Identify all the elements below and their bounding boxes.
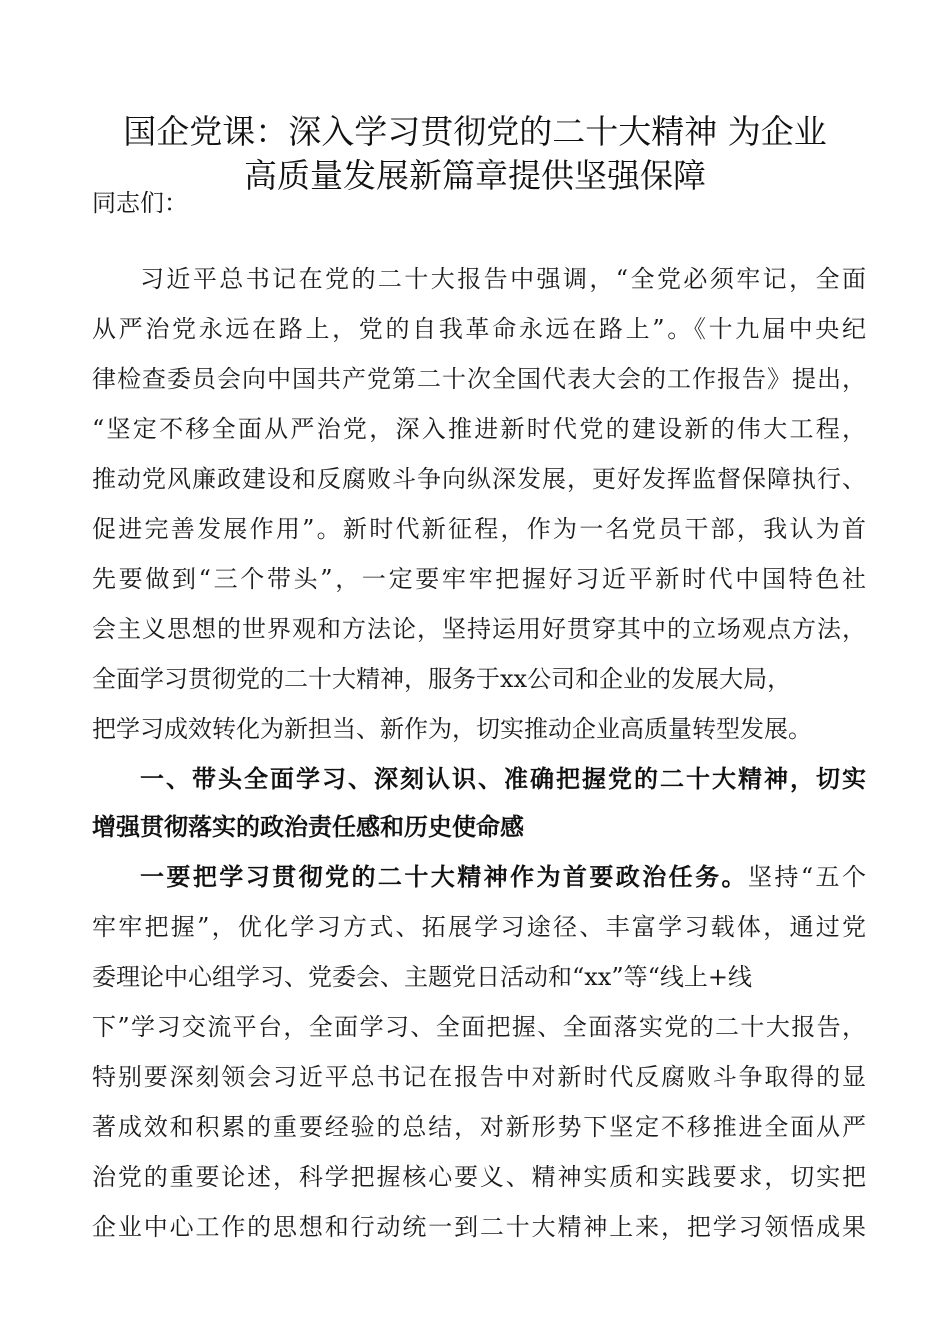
paragraph-1-line: 先要做到“三个带头”，一定要牢牢把握好习近平新时代中国特色社 (92, 565, 866, 593)
paragraph-2-line: 著成效和积累的重要经验的总结，对新形势下坚定不移推进全面从严 (92, 1113, 866, 1141)
paragraph-1-line: 把学习成效转化为新担当、新作为，切实推动企业高质量转型发展。 (92, 715, 812, 743)
paragraph-2-line: 委理论中心组学习、党委会、主题党日活动和“xx”等“线上+线 (92, 963, 752, 991)
section-heading-line-2: 增强贯彻落实的政治责任感和历史使命感 (92, 813, 524, 841)
paragraph-1-line: 习近平总书记在党的二十大报告中强调，“全党必须牢记，全面 (140, 265, 866, 293)
paragraph-1-line: 全面学习贯彻党的二十大精神，服务于xx公司和企业的发展大局， (92, 665, 792, 693)
document-title-line-1: 国企党课：深入学习贯彻党的二十大精神 为企业 (123, 112, 827, 151)
paragraph-2-line: 企业中心工作的思想和行动统一到二十大精神上来，把学习领悟成果 (92, 1213, 866, 1241)
salutation: 同志们： (92, 189, 188, 217)
paragraph-1-line: 促进完善发展作用”。新时代新征程，作为一名党员干部，我认为首 (92, 515, 866, 543)
paragraph-2-line: 牢牢把握”，优化学习方式、拓展学习途径、丰富学习载体，通过党 (92, 913, 866, 941)
paragraph-2-line: 特别要深刻领会习近平总书记在报告中对新时代反腐败斗争取得的显 (92, 1063, 866, 1091)
paragraph-1-line: 律检查委员会向中国共产党第二十次全国代表大会的工作报告》提出， (92, 365, 866, 393)
document-title-line-2: 高质量发展新篇章提供坚强保障 (244, 156, 706, 195)
paragraph-2-line: 治党的重要论述，科学把握核心要义、精神实质和实践要求，切实把 (92, 1163, 866, 1191)
paragraph-2-first-line (140, 862, 866, 892)
paragraph-2-bold-lead: 一要把学习贯彻党的二十大精神作为首要政治任务。 (140, 863, 748, 891)
paragraph-1-line: 推动党风廉政建设和反腐败斗争向纵深发展，更好发挥监督保障执行、 (92, 465, 866, 493)
paragraph-1-line: 会主义思想的世界观和方法论，坚持运用好贯穿其中的立场观点方法， (92, 615, 866, 643)
paragraph-1-line: “坚定不移全面从严治党，深入推进新时代党的建设新的伟大工程， (92, 415, 866, 443)
paragraph-2-lead-rest: 坚持“五个 (747, 863, 866, 891)
section-heading-line-1: 一、带头全面学习、深刻认识、准确把握党的二十大精神，切实 (140, 765, 866, 793)
paragraph-2-line: 下”学习交流平台，全面学习、全面把握、全面落实党的二十大报告， (92, 1013, 866, 1041)
paragraph-1-line: 从严治党永远在路上，党的自我革命永远在路上”。《十九届中央纪 (92, 315, 866, 343)
